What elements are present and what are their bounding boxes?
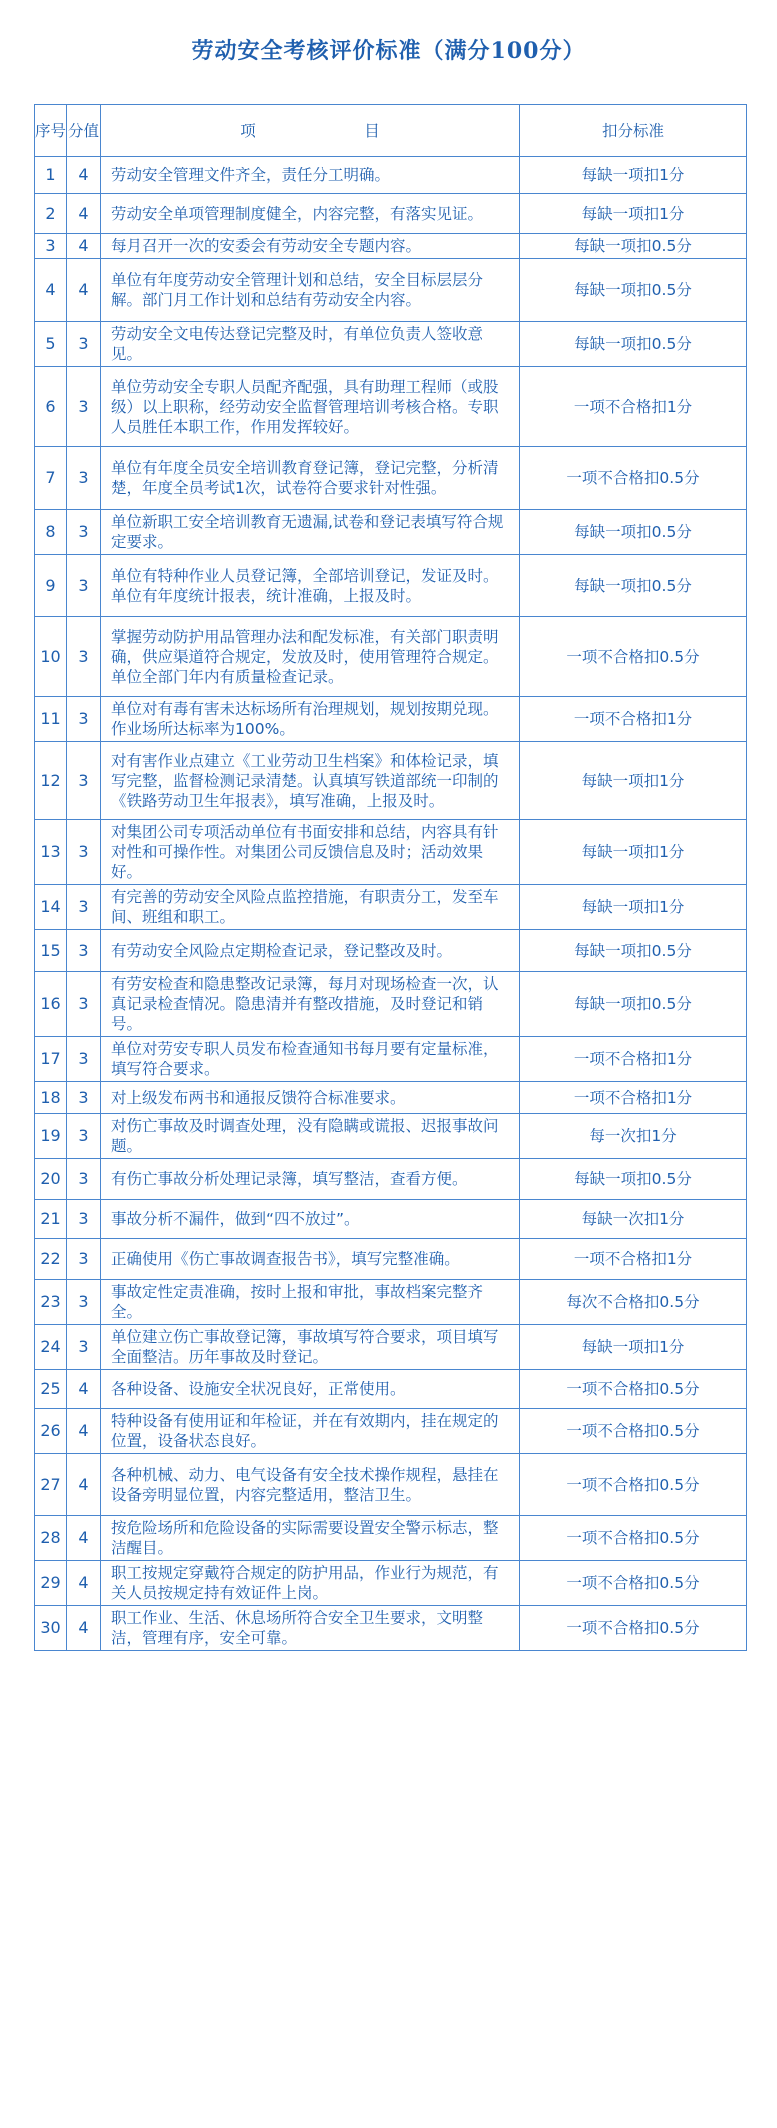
row-item: 劳动安全文电传达登记完整及时，有单位负责人签收意见。 xyxy=(101,322,520,367)
row-deduction-rule: 每缺一项扣0.5分 xyxy=(520,259,747,322)
row-item: 对伤亡事故及时调查处理，没有隐瞒或谎报、迟报事故问题。 xyxy=(101,1114,520,1159)
row-number: 18 xyxy=(35,1082,67,1114)
row-score: 4 xyxy=(67,1370,101,1409)
row-score: 3 xyxy=(67,697,101,742)
row-item: 各种机械、动力、电气设备有安全技术操作规程，悬挂在设备旁明显位置，内容完整适用，整洁卫生。 xyxy=(101,1454,520,1516)
row-number: 20 xyxy=(35,1159,67,1200)
row-number: 15 xyxy=(35,930,67,972)
header-rule: 扣分标准 xyxy=(520,105,747,157)
table-row xyxy=(35,1200,747,1239)
row-deduction-rule: 每次不合格扣0.5分 xyxy=(520,1280,747,1325)
row-number: 9 xyxy=(35,555,67,617)
table-row xyxy=(35,1037,747,1082)
row-score: 3 xyxy=(67,555,101,617)
table-row xyxy=(35,259,747,322)
row-score: 3 xyxy=(67,1239,101,1280)
row-score: 4 xyxy=(67,1454,101,1516)
table-row xyxy=(35,1280,747,1325)
row-deduction-rule: 一项不合格扣1分 xyxy=(520,1037,747,1082)
table-row xyxy=(35,885,747,930)
row-deduction-rule: 每缺一项扣1分 xyxy=(520,820,747,885)
row-deduction-rule: 每缺一项扣0.5分 xyxy=(520,930,747,972)
row-deduction-rule: 一项不合格扣1分 xyxy=(520,1082,747,1114)
table-row xyxy=(35,697,747,742)
row-item: 事故定性定责准确，按时上报和审批，事故档案完整齐全。 xyxy=(101,1280,520,1325)
row-score: 4 xyxy=(67,1561,101,1606)
row-number: 23 xyxy=(35,1280,67,1325)
row-score: 4 xyxy=(67,234,101,259)
table-row xyxy=(35,234,747,259)
row-item: 单位劳动安全专职人员配齐配强，具有助理工程师（或股级）以上职称，经劳动安全监督管理培训考核合格。专职人员胜任本职工作，作用发挥较好。 xyxy=(101,367,520,447)
row-number: 3 xyxy=(35,234,67,259)
header-no: 序号 xyxy=(35,105,67,157)
row-item: 按危险场所和危险设备的实际需要设置安全警示标志，整洁醒目。 xyxy=(101,1516,520,1561)
row-number: 17 xyxy=(35,1037,67,1082)
row-item: 单位有特种作业人员登记簿，全部培训登记，发证及时。单位有年度统计报表，统计准确，上报及时。 xyxy=(101,555,520,617)
row-item: 单位新职工安全培训教育无遗漏,试卷和登记表填写符合规定要求。 xyxy=(101,510,520,555)
row-deduction-rule: 每缺一项扣0.5分 xyxy=(520,510,747,555)
row-number: 11 xyxy=(35,697,67,742)
row-deduction-rule: 一项不合格扣1分 xyxy=(520,697,747,742)
table-row xyxy=(35,930,747,972)
row-score: 4 xyxy=(67,1606,101,1651)
row-item: 单位有年度全员安全培训教育登记簿，登记完整，分析清楚，年度全员考试1次，试卷符合要求针对性强。 xyxy=(101,447,520,510)
row-item: 有完善的劳动安全风险点监控措施，有职责分工，发至车间、班组和职工。 xyxy=(101,885,520,930)
row-deduction-rule: 每缺一项扣1分 xyxy=(520,157,747,194)
row-item: 每月召开一次的安委会有劳动安全专题内容。 xyxy=(101,234,520,259)
row-number: 7 xyxy=(35,447,67,510)
table-row xyxy=(35,194,747,234)
table-row xyxy=(35,510,747,555)
table-row xyxy=(35,1370,747,1409)
table-row xyxy=(35,1454,747,1516)
table-row xyxy=(35,972,747,1037)
row-score: 3 xyxy=(67,930,101,972)
row-number: 13 xyxy=(35,820,67,885)
row-deduction-rule: 每缺一项扣1分 xyxy=(520,1325,747,1370)
row-score: 3 xyxy=(67,742,101,820)
document-title: 劳动安全考核评价标准（满分100分） xyxy=(191,38,586,64)
row-score: 3 xyxy=(67,1200,101,1239)
row-deduction-rule: 每缺一项扣0.5分 xyxy=(520,555,747,617)
table-row xyxy=(35,157,747,194)
assessment-table xyxy=(34,104,747,1651)
row-number: 26 xyxy=(35,1409,67,1454)
table-row xyxy=(35,1082,747,1114)
table-header-row xyxy=(35,105,747,157)
table-body xyxy=(35,157,747,1651)
row-score: 3 xyxy=(67,885,101,930)
table-row xyxy=(35,1325,747,1370)
row-deduction-rule: 每一次扣1分 xyxy=(520,1114,747,1159)
row-score: 3 xyxy=(67,820,101,885)
row-number: 27 xyxy=(35,1454,67,1516)
row-item: 单位对劳安专职人员发布检查通知书每月要有定量标准，填写符合要求。 xyxy=(101,1037,520,1082)
row-score: 3 xyxy=(67,367,101,447)
header-score: 分值 xyxy=(67,105,101,157)
table-row xyxy=(35,447,747,510)
row-number: 19 xyxy=(35,1114,67,1159)
table-row xyxy=(35,1239,747,1280)
row-number: 4 xyxy=(35,259,67,322)
row-number: 28 xyxy=(35,1516,67,1561)
row-item: 有伤亡事故分析处理记录簿，填写整洁，查看方便。 xyxy=(101,1159,520,1200)
table-row xyxy=(35,555,747,617)
header-item: 项 目 xyxy=(101,105,520,157)
row-score: 3 xyxy=(67,1082,101,1114)
row-deduction-rule: 一项不合格扣1分 xyxy=(520,367,747,447)
row-item: 单位对有毒有害未达标场所有治理规划，规划按期兑现。作业场所达标率为100%。 xyxy=(101,697,520,742)
row-item: 特种设备有使用证和年检证，并在有效期内，挂在规定的位置，设备状态良好。 xyxy=(101,1409,520,1454)
row-number: 5 xyxy=(35,322,67,367)
row-item: 事故分析不漏件，做到“四不放过”。 xyxy=(101,1200,520,1239)
row-deduction-rule: 每缺一项扣0.5分 xyxy=(520,322,747,367)
row-number: 10 xyxy=(35,617,67,697)
row-item: 单位有年度劳动安全管理计划和总结，安全目标层层分解。部门月工作计划和总结有劳动安全内容。 xyxy=(101,259,520,322)
row-item: 掌握劳动防护用品管理办法和配发标准，有关部门职责明确，供应渠道符合规定，发放及时，使用管理符合规定。单位全部门年内有质量检查记录。 xyxy=(101,617,520,697)
row-item: 职工作业、生活、休息场所符合安全卫生要求，文明整洁，管理有序，安全可靠。 xyxy=(101,1606,520,1651)
row-score: 3 xyxy=(67,972,101,1037)
table-row xyxy=(35,367,747,447)
row-deduction-rule: 一项不合格扣0.5分 xyxy=(520,1409,747,1454)
row-deduction-rule: 一项不合格扣0.5分 xyxy=(520,617,747,697)
row-score: 4 xyxy=(67,259,101,322)
row-score: 3 xyxy=(67,1159,101,1200)
table-row xyxy=(35,322,747,367)
table-row xyxy=(35,820,747,885)
row-deduction-rule: 一项不合格扣0.5分 xyxy=(520,1516,747,1561)
row-score: 3 xyxy=(67,1280,101,1325)
row-item: 正确使用《伤亡事故调查报告书》，填写完整准确。 xyxy=(101,1239,520,1280)
row-item: 对有害作业点建立《工业劳动卫生档案》和体检记录，填写完整，监督检测记录清楚。认真填写铁道部统一印制的《铁路劳动卫生年报表》，填写准确，上报及时。 xyxy=(101,742,520,820)
row-score: 4 xyxy=(67,1409,101,1454)
row-deduction-rule: 一项不合格扣0.5分 xyxy=(520,1370,747,1409)
row-deduction-rule: 每缺一项扣1分 xyxy=(520,194,747,234)
row-item: 劳动安全单项管理制度健全，内容完整，有落实见证。 xyxy=(101,194,520,234)
row-item: 劳动安全管理文件齐全，责任分工明确。 xyxy=(101,157,520,194)
row-deduction-rule: 一项不合格扣0.5分 xyxy=(520,1606,747,1651)
row-score: 3 xyxy=(67,322,101,367)
table-row xyxy=(35,1516,747,1561)
row-number: 2 xyxy=(35,194,67,234)
row-deduction-rule: 一项不合格扣0.5分 xyxy=(520,1561,747,1606)
row-score: 3 xyxy=(67,1114,101,1159)
table-row xyxy=(35,742,747,820)
row-score: 4 xyxy=(67,157,101,194)
row-deduction-rule: 一项不合格扣1分 xyxy=(520,1239,747,1280)
row-score: 3 xyxy=(67,1325,101,1370)
row-item: 对集团公司专项活动单位有书面安排和总结，内容具有针对性和可操作性。对集团公司反馈信息及时；活动效果好。 xyxy=(101,820,520,885)
table-row xyxy=(35,617,747,697)
row-deduction-rule: 每缺一项扣0.5分 xyxy=(520,972,747,1037)
row-score: 4 xyxy=(67,194,101,234)
row-number: 1 xyxy=(35,157,67,194)
row-item: 有劳安检查和隐患整改记录簿，每月对现场检查一次，认真记录检查情况。隐患清并有整改措施，及时登记和销号。 xyxy=(101,972,520,1037)
row-deduction-rule: 每缺一项扣1分 xyxy=(520,885,747,930)
row-item: 对上级发布两书和通报反馈符合标准要求。 xyxy=(101,1082,520,1114)
row-number: 21 xyxy=(35,1200,67,1239)
row-item: 单位建立伤亡事故登记簿，事故填写符合要求，项目填写全面整洁。历年事故及时登记。 xyxy=(101,1325,520,1370)
row-number: 24 xyxy=(35,1325,67,1370)
row-deduction-rule: 每缺一项扣0.5分 xyxy=(520,1159,747,1200)
row-score: 3 xyxy=(67,447,101,510)
row-number: 25 xyxy=(35,1370,67,1409)
row-score: 3 xyxy=(67,617,101,697)
row-number: 6 xyxy=(35,367,67,447)
row-score: 3 xyxy=(67,510,101,555)
row-deduction-rule: 每缺一项扣1分 xyxy=(520,742,747,820)
row-number: 14 xyxy=(35,885,67,930)
row-deduction-rule: 一项不合格扣0.5分 xyxy=(520,1454,747,1516)
row-number: 22 xyxy=(35,1239,67,1280)
table-row xyxy=(35,1114,747,1159)
row-item: 各种设备、设施安全状况良好，正常使用。 xyxy=(101,1370,520,1409)
table-row xyxy=(35,1409,747,1454)
row-number: 12 xyxy=(35,742,67,820)
table-row xyxy=(35,1159,747,1200)
row-number: 16 xyxy=(35,972,67,1037)
row-deduction-rule: 每缺一项扣0.5分 xyxy=(520,234,747,259)
row-score: 4 xyxy=(67,1516,101,1561)
row-deduction-rule: 一项不合格扣0.5分 xyxy=(520,447,747,510)
table-row xyxy=(35,1606,747,1651)
row-score: 3 xyxy=(67,1037,101,1082)
row-number: 30 xyxy=(35,1606,67,1651)
row-number: 8 xyxy=(35,510,67,555)
table-row xyxy=(35,1561,747,1606)
row-item: 有劳动安全风险点定期检查记录，登记整改及时。 xyxy=(101,930,520,972)
row-item: 职工按规定穿戴符合规定的防护用品，作业行为规范，有关人员按规定持有效证件上岗。 xyxy=(101,1561,520,1606)
row-deduction-rule: 每缺一次扣1分 xyxy=(520,1200,747,1239)
row-number: 29 xyxy=(35,1561,67,1606)
